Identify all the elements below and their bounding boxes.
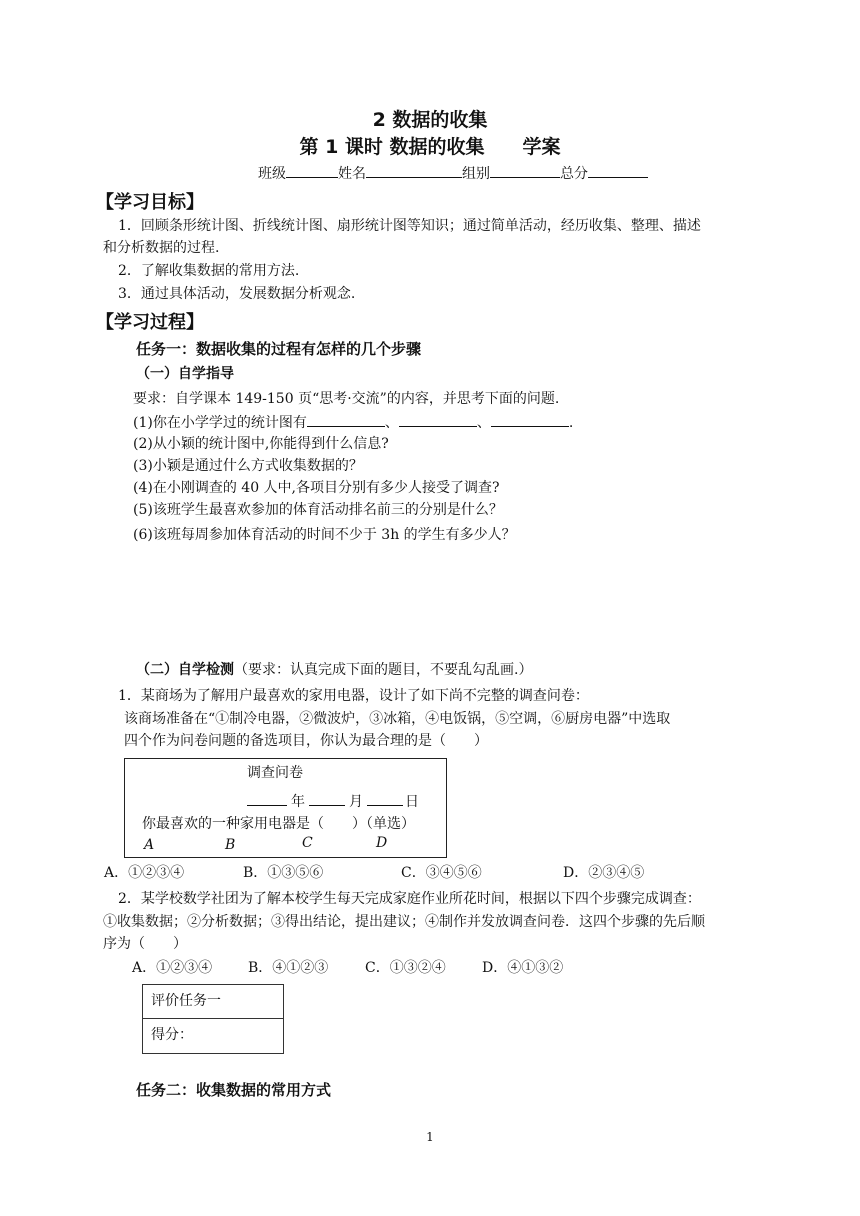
name-label: 姓名 [338,166,366,182]
answer-blank-2[interactable] [399,412,477,427]
period: . [568,415,574,431]
problem-1-line-2: 该商场准备在“①制冷电器，②微波炉，③冰箱，④电饭锅，⑤空调，⑥厨房电器”中选取 [124,711,671,727]
self-check-note: （要求：认真完成下面的题目，不要乱勾乱画.） [234,662,533,678]
goal-item-3: 3．通过具体活动，发展数据分析观念. [118,286,356,302]
problem-2-line-2: ①收集数据；②分析数据；③得出结论，提出建议；④制作并发放调查问卷．这四个步骤的先后顺 [103,914,705,930]
separator-2: 、 [476,415,491,431]
questionnaire-box [124,758,447,858]
goal-item-1: 1．回顾条形统计图、折线统计图、扇形统计图等知识；通过简单活动，经历收集、整理、描述 [118,218,701,234]
group-label: 组别 [462,166,490,182]
self-check-heading: （二）自学检测 [136,662,234,678]
month-blank[interactable] [309,791,345,806]
evaluation-score[interactable]: 得分： [143,1018,283,1051]
problem-1-option-d[interactable]: D．②③④⑤ [563,865,645,881]
class-label: 班级 [258,166,286,182]
goals-heading: 【学习目标】 [96,192,204,213]
questionnaire-question: 你最喜欢的一种家用电器是（ ）（单选） [142,816,415,832]
question-6: (6)该班每周参加体育活动的时间不少于 3h 的学生有多少人？ [133,527,516,543]
month-label: 月 [349,794,363,810]
answer-blank-3[interactable] [491,412,569,427]
problem-2-option-c[interactable]: C．①③②④ [365,960,446,976]
questionnaire-choice-d: D [376,835,388,851]
year-blank[interactable] [247,791,287,806]
group-blank[interactable] [490,163,560,178]
year-label: 年 [291,794,305,810]
process-heading: 【学习过程】 [96,312,204,333]
problem-2-option-d[interactable]: D．④①③② [482,960,564,976]
document-title: 2 数据的收集 [372,109,488,131]
questionnaire-choice-b: B [225,837,236,853]
self-check-heading-line [136,660,532,680]
problem-1-option-b[interactable]: B．①③⑤⑥ [243,865,324,881]
document-subtitle: 第 1 课时 数据的收集 学案 [299,136,561,158]
question-3: (3)小颖是通过什么方式收集数据的？ [133,458,363,474]
question-5: (5)该班学生最喜欢参加的体育活动排名前三的分别是什么？ [133,502,503,518]
class-blank[interactable] [286,163,338,178]
questionnaire-choice-c: C [302,835,313,851]
problem-1-line-3: 四个作为问卷问题的备选项目，你认为最合理的是（ ） [124,733,488,749]
question-4: (4)在小刚调查的 40 人中,各项目分别有多少人接受了调查? [133,480,500,496]
score-label: 总分 [560,166,588,182]
goal-item-2: 2．了解收集数据的常用方法. [118,263,300,279]
problem-2-option-a[interactable]: A．①②③④ [132,960,213,976]
day-blank[interactable] [367,791,403,806]
problem-1-line-1: 1．某商场为了解用户最喜欢的家用电器，设计了如下尚不完整的调查问卷： [118,688,589,704]
separator-1: 、 [384,415,399,431]
task1-heading: 任务一：数据收集的过程有怎样的几个步骤 [136,340,422,358]
evaluation-label: 评价任务一 [151,993,221,1009]
question-2: (2)从小颖的统计图中,你能得到什么信息? [133,436,389,452]
self-study-heading: （一）自学指导 [136,366,234,382]
task2-heading: 任务二：收集数据的常用方式 [136,1081,332,1099]
name-blank[interactable] [366,163,462,178]
problem-2-option-b[interactable]: B．④①②③ [248,960,329,976]
page-number: 1 [426,1130,434,1144]
questionnaire-choice-a: A [144,837,155,853]
questionnaire-title: 调查问卷 [247,765,303,781]
goal-item-1-cont: 和分析数据的过程. [103,240,220,256]
problem-2-line-3: 序为（ ） [103,936,187,952]
student-info-line [258,163,648,184]
requirement-text: 要求：自学课本 149-150 页“思考·交流”的内容，并思考下面的问题. [133,391,560,407]
day-label: 日 [405,794,419,810]
score-blank[interactable] [588,163,648,178]
evaluation-box [142,984,284,1054]
problem-1-option-a[interactable]: A．①②③④ [104,865,185,881]
problem-1-option-c[interactable]: C．③④⑤⑥ [401,865,482,881]
problem-2-line-1: 2．某学校数学社团为了解本校学生每天完成家庭作业所花时间，根据以下四个步骤完成调查： [118,891,701,907]
questionnaire-date-line [247,791,419,812]
question-1 [133,412,573,433]
answer-blank-1[interactable] [307,412,385,427]
question-1-text: (1)你在小学学过的统计图有 [133,415,307,431]
